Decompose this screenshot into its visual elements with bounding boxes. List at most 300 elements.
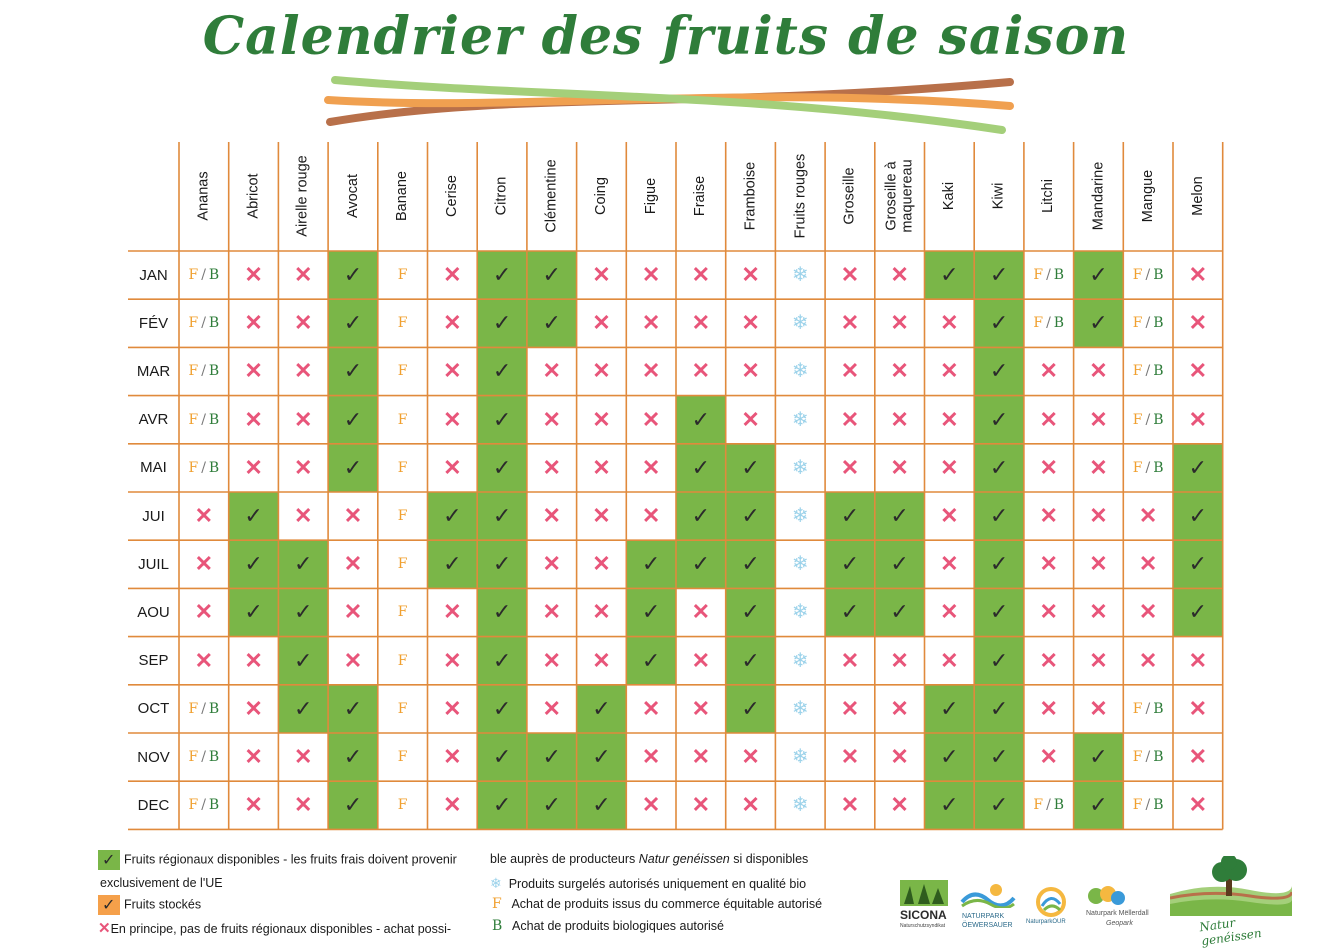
calendar-cell [626,733,676,781]
fairtrade-letter: F [188,315,199,332]
calendar-cell [875,781,925,829]
snowflake-icon: ❄ [490,875,502,891]
fairtrade-bio-icon [188,460,219,476]
calendar-cell [626,540,676,588]
fairtrade-letter: F [188,363,199,380]
cross-icon: ✕ [1138,647,1158,673]
calendar-cell [179,396,229,444]
calendar-cell [626,781,676,829]
calendar-cell [229,685,279,733]
snowflake-icon: ❄ [791,505,809,528]
bio-letter: B [1153,700,1164,717]
separator: / [201,797,206,814]
calendar-cell [925,637,975,685]
our-logo-icon [1026,886,1076,918]
check-icon: ✓ [1188,454,1208,480]
cross-icon: ✕ [542,695,561,721]
check-icon: ✓ [691,454,711,480]
calendar-cell [278,540,328,588]
calendar-cell [527,781,577,829]
column-header [974,142,1023,250]
check-icon: ✓ [741,503,760,529]
calendar-cell [229,588,279,636]
fairtrade-bio-icon [1133,701,1164,717]
calendar-cell [1024,396,1074,444]
check-icon: ✓ [1188,551,1208,577]
fairtrade-letter: F [1033,267,1044,284]
check-icon: ✓ [294,551,313,577]
calendar-cell [676,637,726,685]
calendar-cell [378,733,428,781]
calendar-cell [328,781,378,829]
calendar-cell [1173,540,1223,588]
bio-letter: B [208,267,220,284]
calendar-cell [676,685,726,733]
calendar-cell [577,540,627,588]
calendar-cell [726,251,776,299]
bio-letter: B [1153,363,1164,380]
calendar-cell [378,540,428,588]
check-icon: ✓ [641,551,661,577]
cross-icon: ✕ [542,454,561,480]
cross-icon: ✕ [691,792,711,818]
cross-icon: ✕ [1138,551,1158,577]
calendar-cell [775,781,825,829]
separator: / [1145,749,1151,766]
check-icon: ✓ [343,792,363,818]
cross-icon: ✕ [1188,647,1208,673]
calendar-cell [726,733,776,781]
check-icon: ✓ [294,695,313,721]
calendar-cell [875,540,925,588]
calendar-cell [825,588,875,636]
cross-icon: ✕ [741,792,760,818]
check-icon: ✓ [492,454,512,480]
calendar-cell [1024,251,1074,299]
fairtrade-bio-icon [1033,797,1064,813]
calendar-cell [974,492,1024,540]
cross-icon: ✕ [840,310,860,336]
column-header [1173,142,1222,250]
check-icon: ✓ [443,503,462,529]
calendar-cell [626,251,676,299]
cross-icon: ✕ [1039,551,1058,577]
cross-icon: ✕ [1039,503,1058,529]
mellerdall-logo-subtext: Geopark [1106,920,1133,927]
cross-icon: ✕ [1039,358,1058,384]
check-icon: ✓ [989,551,1009,577]
calendar-cell [179,637,229,685]
cross-icon: ✕ [840,406,860,432]
calendar-cell [278,251,328,299]
calendar-cell [1024,781,1074,829]
cross-icon: ✕ [741,310,760,336]
cross-icon: ✕ [194,503,214,529]
calendar-cell [825,685,875,733]
calendar-cell [527,733,577,781]
calendar-cell [428,588,478,636]
check-icon: ✓ [989,262,1009,288]
cross-icon: ✕ [1188,695,1208,721]
cross-icon: ✕ [1089,503,1108,529]
calendar-cell [278,685,328,733]
column-header-label: Citron [493,176,510,216]
calendar-cell [477,396,527,444]
column-header-label: Airelle rouge [294,155,311,237]
fairtrade-bio-icon [1133,460,1164,476]
column-header [328,142,377,250]
calendar-cell [229,492,279,540]
column-header [278,142,327,250]
check-icon: ✓ [989,503,1009,529]
separator: / [1145,797,1151,814]
calendar-cell [974,637,1024,685]
calendar-cell [477,685,527,733]
cross-icon: ✕ [1039,744,1058,770]
cross-icon: ✕ [940,454,959,480]
cross-icon: ✕ [592,262,611,288]
check-icon: ✓ [244,551,263,577]
cross-icon: ✕ [641,695,661,721]
separator: / [201,267,206,284]
cross-icon: ✕ [1138,599,1158,625]
cross-icon: ✕ [244,647,263,673]
calendar-cell [1074,637,1124,685]
column-header-label: Abricot [245,173,262,219]
separator: / [201,749,206,766]
calendar-cell [676,299,726,347]
cross-icon: ✕ [244,744,263,770]
calendar-cell [875,588,925,636]
column-header-label: Litchi [1040,179,1057,213]
separator: / [1145,363,1151,380]
mellerdall-logo-text: Naturpark Mëllerdall [1086,910,1149,917]
bio-letter: B [1053,267,1065,284]
calendar-cell [775,299,825,347]
calendar-cell [974,588,1024,636]
calendar-cell [925,492,975,540]
calendar-cell [925,685,975,733]
natur-geneissen-logo-text: Natur genéissen [1198,915,1263,949]
natur-geneissen-logo [1170,856,1292,949]
cross-icon: ✕ [741,358,760,384]
check-icon: ✓ [989,744,1009,770]
calendar-cell [527,347,577,395]
cross-icon: ✕ [691,599,711,625]
calendar-cell [825,492,875,540]
calendar-cell [925,347,975,395]
calendar-cell [974,299,1024,347]
calendar-cell [428,396,478,444]
fairtrade-letter: F [188,267,199,284]
calendar-cell [676,733,726,781]
cross-icon: ✕ [244,792,263,818]
calendar-cell [1074,733,1124,781]
cross-icon: ✕ [890,358,909,384]
check-icon: ✓ [592,792,611,818]
calendar-cell [527,396,577,444]
calendar-cell [676,396,726,444]
month-label: JUI [142,507,165,525]
fairtrade-icon: F [492,896,502,912]
calendar-cell [328,637,378,685]
check-icon: ✓ [989,310,1009,336]
calendar-cell [378,299,428,347]
cross-icon: ✕ [1089,406,1108,432]
check-icon: ✓ [244,503,263,529]
cross-icon: ✕ [691,695,711,721]
calendar-cell [229,251,279,299]
check-icon: ✓ [443,551,462,577]
cross-icon: ✕ [741,406,760,432]
fairtrade-bio-icon [1133,749,1164,765]
column-header [1074,142,1123,250]
separator: / [1046,267,1051,284]
cross-icon: ✕ [1089,695,1108,721]
check-icon: ✓ [741,695,760,721]
calendar-cell [775,588,825,636]
calendar-cell [577,251,627,299]
cross-icon: ✕ [890,406,909,432]
calendar-cell [229,781,279,829]
check-icon: ✓ [343,310,363,336]
separator: / [1145,411,1151,428]
calendar-cell [278,733,328,781]
calendar-cell [974,347,1024,395]
calendar-cell [527,444,577,492]
cross-icon: ✕ [840,792,860,818]
fairtrade-icon: F [397,363,408,380]
calendar-cell [726,347,776,395]
fairtrade-bio-icon [188,267,219,283]
calendar-cell [1173,444,1223,492]
calendar-cell [328,588,378,636]
calendar-cell [825,781,875,829]
calendar-cell [726,540,776,588]
column-header [726,142,775,250]
separator: / [201,700,206,717]
cross-icon: ✕ [294,503,313,529]
calendar-cell [676,347,726,395]
cross-icon: ✕ [542,503,561,529]
check-icon: ✓ [343,744,363,770]
calendar-cell [726,781,776,829]
bio-letter: B [1153,749,1164,766]
calendar-cell [974,396,1024,444]
legend-stored-text: Fruits stockés [124,897,202,912]
calendar-cell [1173,347,1223,395]
cross-icon: ✕ [890,744,909,770]
calendar-cell [278,781,328,829]
calendar-cell [1173,637,1223,685]
calendar-cell [676,492,726,540]
check-icon: ✓ [492,647,512,673]
calendar-cell [875,685,925,733]
calendar-cell [1123,251,1173,299]
check-icon: ✓ [1188,599,1208,625]
check-icon: ✓ [244,599,263,625]
fairtrade-bio-icon [188,412,219,428]
calendar-cell [179,444,229,492]
cross-icon: ✕ [443,454,462,480]
check-icon: ✓ [492,310,512,336]
snowflake-icon: ❄ [791,264,809,287]
cross-icon: ✕ [1138,503,1158,529]
fairtrade-icon: F [397,459,408,476]
check-icon: ✓ [492,792,512,818]
check-icon: ✓ [1089,744,1108,770]
column-header [775,142,824,250]
column-header [179,142,228,250]
check-icon: ✓ [940,695,959,721]
calendar-cell [179,733,229,781]
calendar-cell [229,347,279,395]
calendar-cell [925,540,975,588]
cross-icon: ✕ [443,792,462,818]
cross-icon: ✕ [691,310,711,336]
cross-icon: ✕ [294,262,313,288]
calendar-cell [1173,685,1223,733]
check-icon: ✓ [492,503,512,529]
calendar-cell [875,733,925,781]
fairtrade-bio-icon [188,315,219,331]
calendar-cell [1123,685,1173,733]
cross-icon: ✕ [1188,792,1208,818]
calendar-cell [477,347,527,395]
separator: / [201,363,206,380]
check-icon: ✓ [940,792,959,818]
check-icon: ✓ [890,503,909,529]
check-icon: ✓ [890,599,909,625]
check-icon: ✓ [542,792,561,818]
column-header [428,142,477,250]
calendar-cell [428,251,478,299]
calendar-cell [925,444,975,492]
calendar-cell [577,299,627,347]
snowflake-icon: ❄ [791,601,809,624]
calendar-cell [626,588,676,636]
calendar-cell [1074,588,1124,636]
sicona-logo-subtext: Naturschutzsyndikat [900,923,946,929]
check-icon: ✓ [492,551,512,577]
check-icon: ✓ [989,454,1009,480]
calendar-cell [875,637,925,685]
calendar-cell [1173,251,1223,299]
calendar-cell [1123,781,1173,829]
column-header [1123,142,1172,250]
bio-letter: B [1153,459,1164,476]
calendar-cell [1024,685,1074,733]
check-icon: ✓ [1188,503,1208,529]
cross-icon: ✕ [343,647,363,673]
check-icon: ✓ [840,551,860,577]
cross-icon: ✕ [443,406,462,432]
column-header [378,142,427,250]
month-label: JUIL [138,555,169,573]
calendar-cell [1123,540,1173,588]
bio-letter: B [208,459,220,476]
our-logo [1026,886,1076,932]
cross-icon: ✕ [691,358,711,384]
natur-geneissen-logo-icon [1170,856,1292,916]
calendar-cell [825,733,875,781]
column-header-label: Framboise [742,161,759,231]
calendar-cell [775,396,825,444]
column-header-label: Coing [593,177,610,215]
calendar-cell [328,540,378,588]
check-icon: ✓ [492,744,512,770]
calendar-cell [1123,637,1173,685]
calendar-cell [527,588,577,636]
calendar-cell [1024,299,1074,347]
calendar-cell [328,444,378,492]
calendar-cell [428,540,478,588]
check-icon: ✓ [1089,262,1108,288]
cross-icon: ✕ [542,599,561,625]
cross-icon: ✕ [244,695,263,721]
oewersauer-logo-icon [960,882,1016,908]
cross-icon: ✕ [940,358,959,384]
calendar-cell [676,781,726,829]
cross-icon: ✕ [1089,454,1108,480]
calendar-cell [428,347,478,395]
fairtrade-letter: F [1132,700,1143,717]
check-icon: ✓ [989,792,1009,818]
month-label: DEC [137,796,170,814]
fairtrade-icon: F [397,604,408,621]
column-header [825,142,874,250]
calendar-cell [378,492,428,540]
column-header [477,142,526,250]
calendar-cell [1024,637,1074,685]
column-header-label: Cerise [444,175,460,217]
calendar-cell [775,251,825,299]
calendar-cell [577,396,627,444]
cross-icon: ✕ [840,358,860,384]
calendar-cell [229,733,279,781]
calendar-cell [825,637,875,685]
calendar-cell [477,299,527,347]
calendar-cell [875,492,925,540]
bio-icon: B [492,918,503,934]
calendar-cell [726,299,776,347]
check-icon: ✓ [343,454,363,480]
column-header [875,142,924,250]
calendar-cell [577,492,627,540]
fairtrade-bio-icon [1133,412,1164,428]
calendar-cell [626,396,676,444]
mellerdall-logo [1086,884,1149,934]
calendar-cell [428,492,478,540]
check-icon: ✓ [343,695,363,721]
check-icon: ✓ [492,406,512,432]
legend-stored [98,895,201,915]
bio-letter: B [208,411,220,428]
column-header-label: Ananas [195,171,212,221]
calendar-cell [278,396,328,444]
fairtrade-letter: F [1132,267,1143,284]
cross-icon: ✕ [890,695,909,721]
separator: / [1145,267,1151,284]
calendar-cell [1024,540,1074,588]
column-header-label: Clémentine [543,159,560,233]
check-icon: ✓ [542,744,561,770]
fairtrade-letter: F [1132,363,1143,380]
cross-icon: ✕ [542,358,561,384]
calendar-cell [1173,733,1223,781]
legend-not-available-text: En principe, pas de fruits régionaux disponibles - achat possi- [110,922,452,936]
calendar-cell [328,299,378,347]
